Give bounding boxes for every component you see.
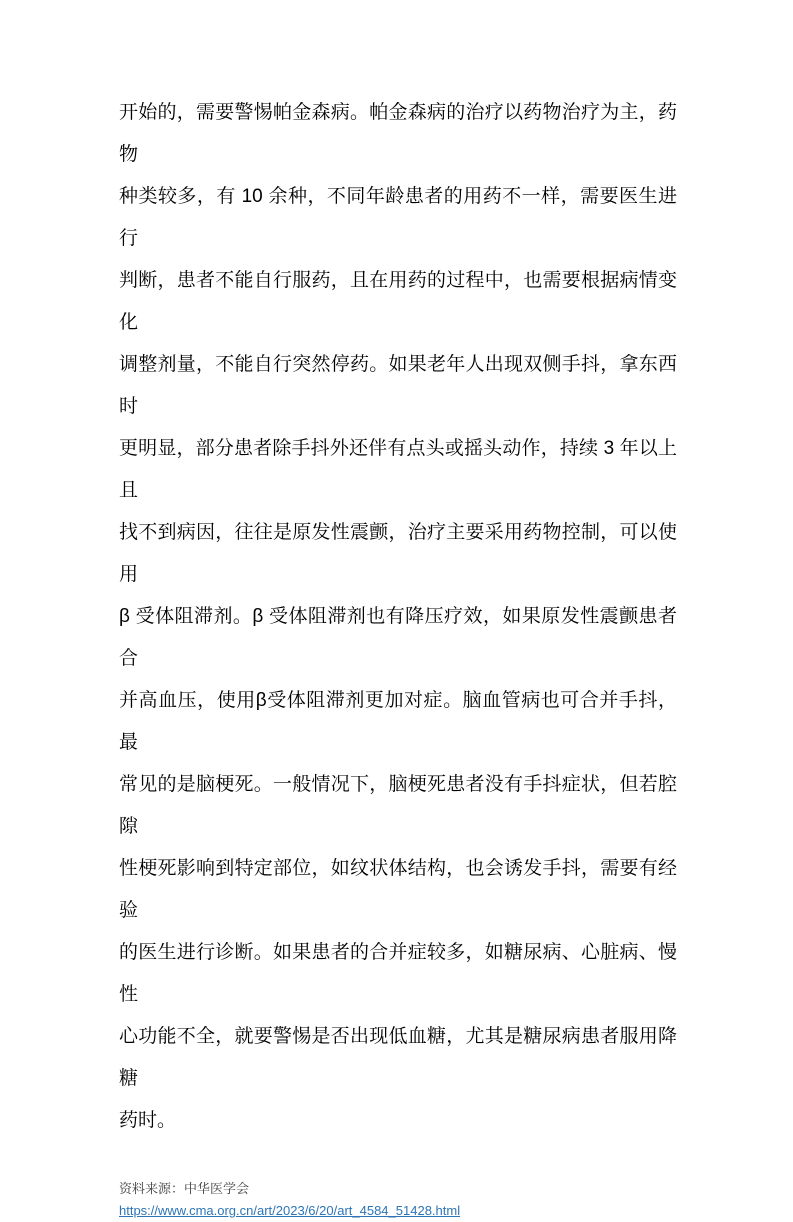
- paragraph-line: 性梗死影响到特定部位，如纹状体结构，也会诱发手抖，需要有经验: [119, 858, 677, 921]
- source-link[interactable]: https://www.cma.org.cn/art/2023/6/20/art_4584_51428.html: [119, 1203, 461, 1218]
- source-block: [119, 1178, 677, 1222]
- paragraph-line: 种类较多，有 10 余种，不同年龄患者的用药不一样，需要医生进行: [119, 186, 677, 249]
- paragraph-line: 更明显，部分患者除手抖外还伴有点头或摇头动作，持续 3 年以上且: [119, 438, 677, 501]
- paragraph-line: 药时。: [119, 1110, 177, 1131]
- paragraph-line: 常见的是脑梗死。一般情况下，脑梗死患者没有手抖症状，但若腔隙: [119, 774, 677, 837]
- paragraph-line: 判断，患者不能自行服药，且在用药的过程中，也需要根据病情变化: [119, 270, 677, 333]
- paragraph-line: 开始的，需要警惕帕金森病。帕金森病的治疗以药物治疗为主，药物: [119, 102, 677, 165]
- paragraph-line: 并高血压，使用β受体阻滞剂更加对症。脑血管病也可合并手抖，最: [119, 690, 677, 753]
- paragraph-line: 心功能不全，就要警惕是否出现低血糖，尤其是糖尿病患者服用降糖: [119, 1026, 677, 1089]
- article-body: [119, 92, 677, 1222]
- paragraph-line: 的医生进行诊断。如果患者的合并症较多，如糖尿病、心脏病、慢性: [119, 942, 677, 1005]
- source-label: 资料来源：中华医学会: [119, 1181, 250, 1196]
- paragraph-line: 找不到病因，往往是原发性震颤，治疗主要采用药物控制，可以使用: [119, 522, 677, 585]
- paragraph-line: β 受体阻滞剂。β 受体阻滞剂也有降压疗效，如果原发性震颤患者合: [119, 606, 677, 669]
- paragraph-line: 调整剂量，不能自行突然停药。如果老年人出现双侧手抖，拿东西时: [119, 354, 677, 417]
